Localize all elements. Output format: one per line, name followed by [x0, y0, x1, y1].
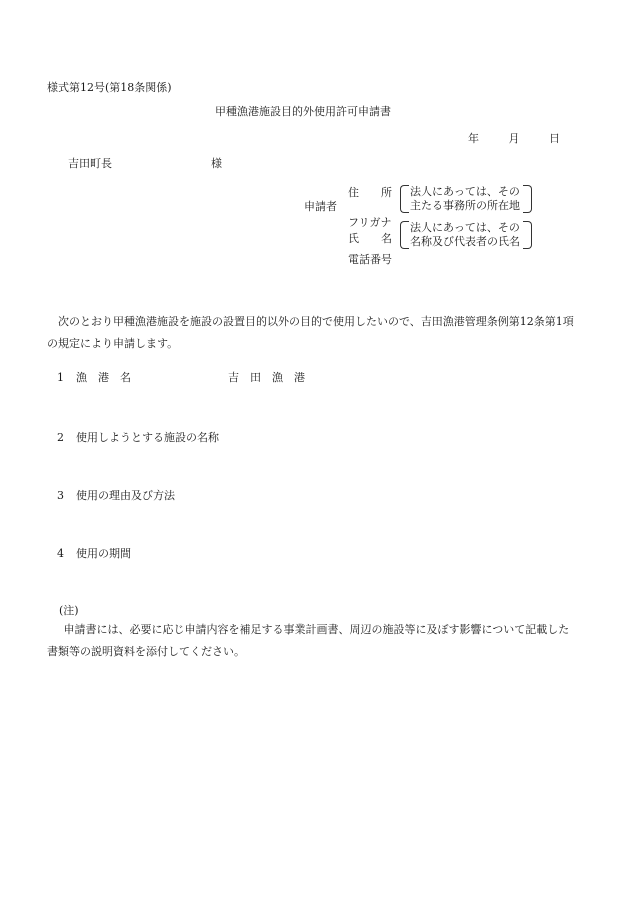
body-paragraph: 次のとおり甲種漁港施設を施設の設置目的以外の目的で使用したいので、吉田漁港管理条例第12条第1項の規定により申請します。: [47, 315, 574, 350]
date-month: 月: [508, 132, 520, 145]
applicant-label: 申請者: [304, 200, 337, 213]
item-4-number: 4: [57, 547, 64, 560]
date-line: [468, 132, 560, 146]
name-label: 氏 名: [348, 232, 392, 245]
address-bracket-left: [400, 185, 409, 213]
addressee-honorific: 様: [211, 157, 222, 170]
name-note-2: 名称及び代表者の氏名: [410, 235, 520, 248]
item-3-number: 3: [57, 489, 64, 502]
item-2-number: 2: [57, 431, 64, 444]
item-3-label: 使用の理由及び方法: [76, 489, 175, 502]
name-note-1: 法人にあっては、その: [410, 221, 520, 234]
item-1-label: 漁 港 名: [76, 371, 131, 384]
addressee-name: 吉田町長: [68, 157, 112, 170]
item-2-label: 使用しようとする施設の名称: [76, 431, 219, 444]
furigana-label: フリガナ: [348, 216, 392, 229]
form-number: 様式第12号(第18条関係): [47, 81, 172, 94]
address-bracket-right: [523, 185, 532, 213]
date-year: 年: [468, 132, 479, 145]
form-title: 甲種漁港施設目的外使用許可申請書: [215, 105, 391, 118]
note-text: 申請書には、必要に応じ申請内容を補足する事業計画書、周辺の施設等に及ぼす影響について記載した書類等の説明資料を添付してください。: [47, 623, 570, 658]
item-4-label: 使用の期間: [76, 547, 131, 560]
address-note-2: 主たる事務所の所在地: [410, 199, 520, 212]
name-bracket-right: [523, 221, 532, 249]
note-heading: (注): [59, 604, 79, 617]
item-1-value: 吉 田 漁 港: [228, 371, 305, 384]
address-note-1: 法人にあっては、その: [410, 185, 520, 198]
item-1-number: 1: [57, 371, 64, 384]
address-label: 住 所: [348, 186, 392, 199]
date-day: 日: [549, 132, 560, 145]
name-bracket-left: [400, 221, 409, 249]
phone-label: 電話番号: [348, 253, 392, 266]
